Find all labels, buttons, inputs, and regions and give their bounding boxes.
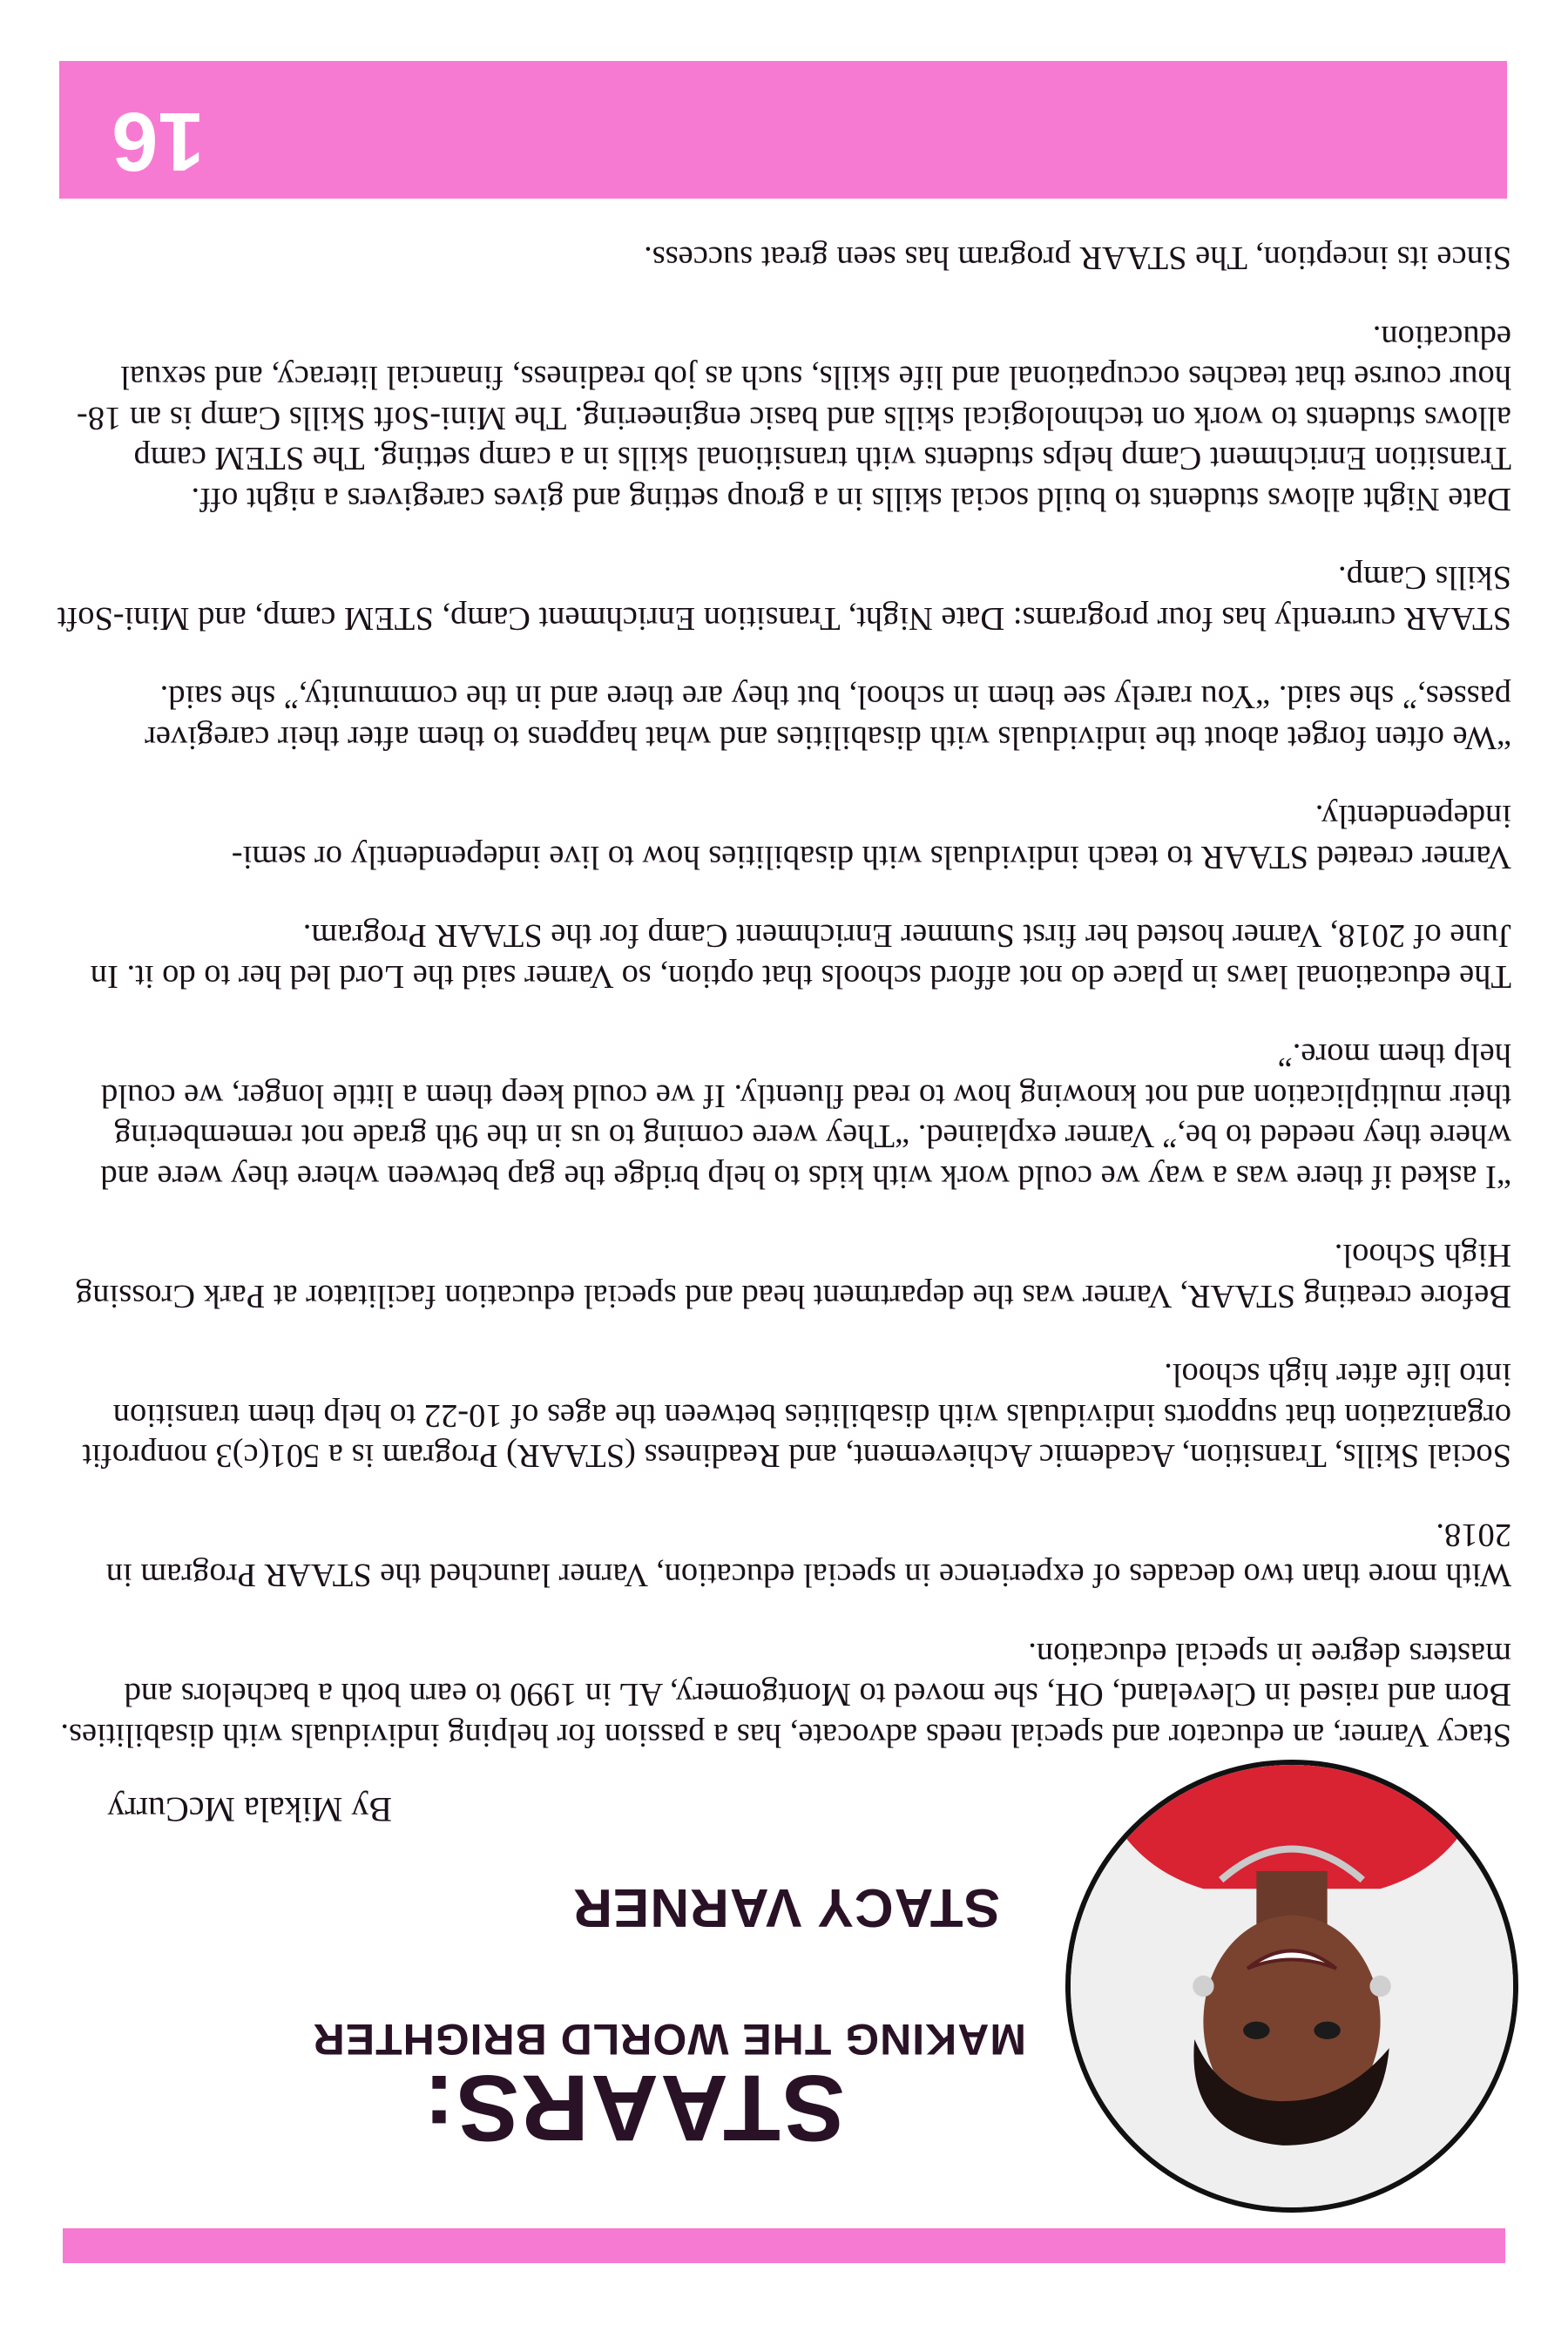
article-paragraph: “We often forget about the individuals with disabilities and what happens to them after their caregiver passes,” she said. “You rarely see them in school, but they are there and in the community,” she said. bbox=[145, 679, 1511, 756]
page-title: STAARS: bbox=[422, 2056, 845, 2161]
article-paragraph: STAAR currently has four programs: Date Night, Transition Enrichment Camp, STEM camp, and Mini-Soft Skills Camp. bbox=[57, 559, 1511, 637]
article-body bbox=[55, 199, 1511, 1755]
author-byline: By Mikala McCurry bbox=[107, 1790, 392, 1829]
portrait-photo-icon bbox=[1071, 1765, 1513, 2207]
article-paragraph: Varner created STAAR to teach individuals with disabilities how to live independently or semi-independently. bbox=[231, 798, 1511, 875]
article-paragraph: Before creating STAAR, Varner was the department head and special education facilitator at Park Crossing High School. bbox=[76, 1237, 1511, 1315]
profile-name-heading: STACY VARNER bbox=[572, 1877, 1000, 1937]
bottom-accent-bar bbox=[59, 61, 1507, 199]
top-accent-bar bbox=[63, 2228, 1505, 2263]
article-paragraph: Since its inception, The STAAR program has seen great success. bbox=[644, 240, 1511, 277]
page-subtitle: MAKING THE WORLD BRIGHTER bbox=[312, 2015, 1026, 2064]
article-paragraph: The educational laws in place do not afford schools that option, so Varner said the Lord led her to do it. In June of 2018, Varner hosted her first Summer Enrichment Camp for the STAAR Program. bbox=[90, 917, 1511, 995]
article-paragraph: “I asked if there was a way we could work with kids to help bridge the gap between where they were and where they needed to be,” Varner explained. “They were coming to us in the 9th grade not remembering their multiplication and not knowing how to read fluently. If we could keep them a little longer, we could help them more.” bbox=[100, 1037, 1511, 1195]
article-paragraph: With more than two decades of experience in special education, Varner launched the STAAR Program in 2018. bbox=[105, 1517, 1511, 1594]
article-paragraph: Date Night allows students to build social skills in a group setting and gives caregivers a night off. Transition Enrichment Camp helps students with transitional skills in a camp setting. The STEM camp allows students to work on technological skills and basic engineering. The Mini-Soft Skills Camp is an 18-hour course that teaches occupational and life skills, such as job readiness, financial literacy, and sexual education. bbox=[76, 319, 1511, 517]
page-number: 16 bbox=[112, 95, 205, 188]
article-paragraph: Social Skills, Transition, Academic Achievement, and Readiness (STAAR) Program is a 501(c)3 nonprofit organization that supports individuals with disabilities between the ages of 10-22 to help them transition into life after high school. bbox=[82, 1356, 1511, 1475]
article-paragraph: Stacy Varner, an educator and special needs advocate, has a passion for helping individuals with disabilities. Born and raised in Cleveland, OH, she moved to Montgomery, AL in 1990 to earn both a bachelors and masters degree in special education. bbox=[60, 1636, 1511, 1754]
portrait-photo bbox=[1065, 1760, 1518, 2213]
